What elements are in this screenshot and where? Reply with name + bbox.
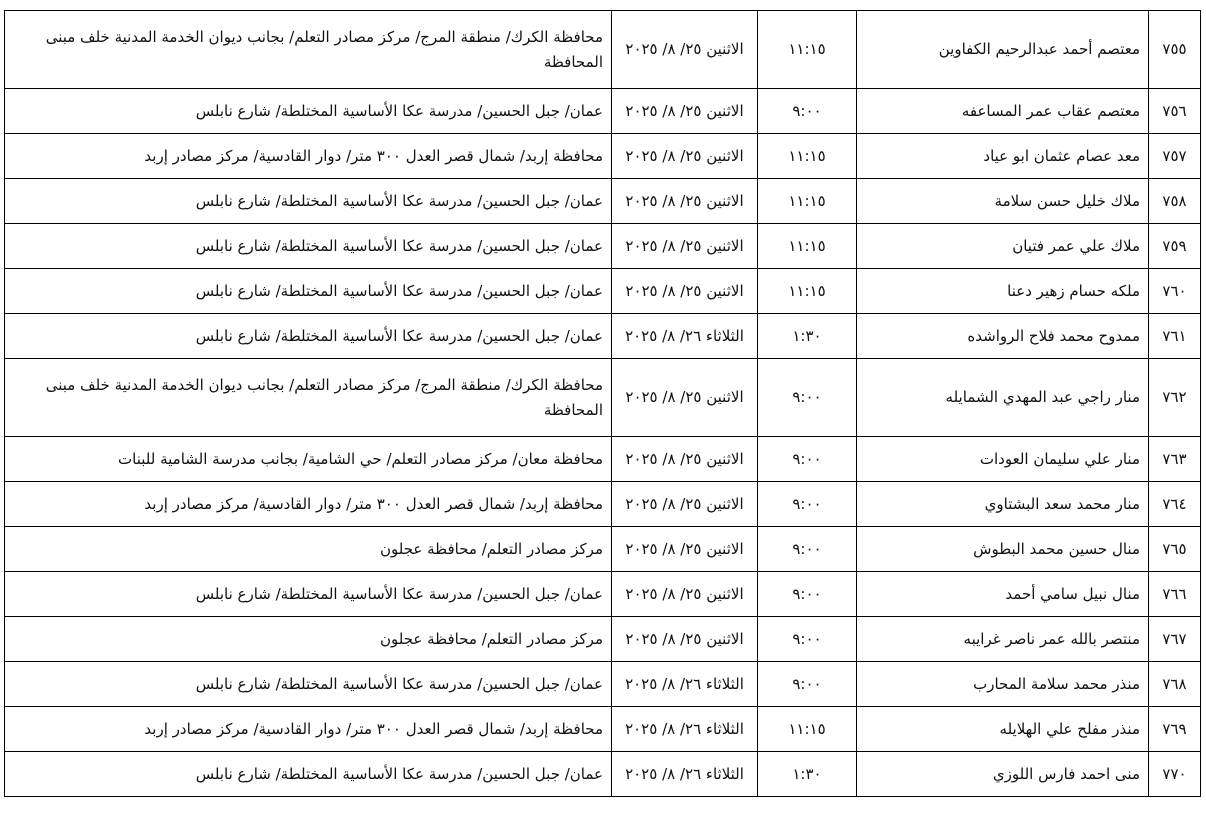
student-name: ملاك علي عمر فتيان — [857, 224, 1149, 269]
exam-date: الاثنين ٢٥/ ٨/ ٢٠٢٥ — [612, 269, 758, 314]
exam-location: محافظة الكرك/ منطقة المرج/ مركز مصادر التعلم/ بجانب ديوان الخدمة المدنية خلف مبنى المحافظة — [5, 11, 612, 89]
row-number: ٧٦٥ — [1149, 527, 1201, 572]
row-number: ٧٦٨ — [1149, 662, 1201, 707]
exam-time: ٩:٠٠ — [758, 662, 857, 707]
exam-location: عمان/ جبل الحسين/ مدرسة عكا الأساسية المختلطة/ شارع نابلس — [5, 662, 612, 707]
table-body — [5, 11, 1201, 797]
exam-time: ١:٣٠ — [758, 314, 857, 359]
student-name: معتصم أحمد عبدالرحيم الكفاوين — [857, 11, 1149, 89]
exam-location: محافظة معان/ مركز مصادر التعلم/ حي الشامية/ بجانب مدرسة الشامية للبنات — [5, 437, 612, 482]
exam-time: ٩:٠٠ — [758, 527, 857, 572]
exam-date: الاثنين ٢٥/ ٨/ ٢٠٢٥ — [612, 134, 758, 179]
table-row — [5, 359, 1201, 437]
student-name: منار محمد سعد البشتاوي — [857, 482, 1149, 527]
row-number: ٧٥٩ — [1149, 224, 1201, 269]
exam-location: عمان/ جبل الحسين/ مدرسة عكا الأساسية المختلطة/ شارع نابلس — [5, 572, 612, 617]
student-name: منار راجي عبد المهدي الشمايله — [857, 359, 1149, 437]
row-number: ٧٦٤ — [1149, 482, 1201, 527]
student-name: منال حسين محمد البطوش — [857, 527, 1149, 572]
exam-location: محافظة إربد/ شمال قصر العدل ٣٠٠ متر/ دوار القادسية/ مركز مصادر إربد — [5, 134, 612, 179]
student-name: منتصر بالله عمر ناصر غرايبه — [857, 617, 1149, 662]
student-name: منار علي سليمان العودات — [857, 437, 1149, 482]
exam-date: الاثنين ٢٥/ ٨/ ٢٠٢٥ — [612, 179, 758, 224]
exam-time: ٩:٠٠ — [758, 617, 857, 662]
exam-location: عمان/ جبل الحسين/ مدرسة عكا الأساسية المختلطة/ شارع نابلس — [5, 179, 612, 224]
exam-time: ٩:٠٠ — [758, 482, 857, 527]
exam-date: الثلاثاء ٢٦/ ٨/ ٢٠٢٥ — [612, 707, 758, 752]
row-number: ٧٦٧ — [1149, 617, 1201, 662]
table-row — [5, 572, 1201, 617]
exam-time: ١١:١٥ — [758, 224, 857, 269]
exam-location: محافظة الكرك/ منطقة المرج/ مركز مصادر التعلم/ بجانب ديوان الخدمة المدنية خلف مبنى المحافظة — [5, 359, 612, 437]
exam-date: الاثنين ٢٥/ ٨/ ٢٠٢٥ — [612, 482, 758, 527]
exam-location: محافظة إربد/ شمال قصر العدل ٣٠٠ متر/ دوار القادسية/ مركز مصادر إربد — [5, 482, 612, 527]
exam-date: الاثنين ٢٥/ ٨/ ٢٠٢٥ — [612, 437, 758, 482]
student-name: ملاك خليل حسن سلامة — [857, 179, 1149, 224]
exam-time: ١:٣٠ — [758, 752, 857, 797]
exam-time: ١١:١٥ — [758, 179, 857, 224]
row-number: ٧٦١ — [1149, 314, 1201, 359]
exam-date: الاثنين ٢٥/ ٨/ ٢٠٢٥ — [612, 359, 758, 437]
row-number: ٧٦٢ — [1149, 359, 1201, 437]
exam-location: عمان/ جبل الحسين/ مدرسة عكا الأساسية المختلطة/ شارع نابلس — [5, 224, 612, 269]
row-number: ٧٦٦ — [1149, 572, 1201, 617]
exam-time: ٩:٠٠ — [758, 572, 857, 617]
row-number: ٧٦٩ — [1149, 707, 1201, 752]
row-number: ٧٧٠ — [1149, 752, 1201, 797]
exam-date: الثلاثاء ٢٦/ ٨/ ٢٠٢٥ — [612, 662, 758, 707]
exam-time: ٩:٠٠ — [758, 89, 857, 134]
table-row — [5, 482, 1201, 527]
exam-location: مركز مصادر التعلم/ محافظة عجلون — [5, 527, 612, 572]
exam-date: الثلاثاء ٢٦/ ٨/ ٢٠٢٥ — [612, 314, 758, 359]
table-row — [5, 752, 1201, 797]
table-row — [5, 662, 1201, 707]
table-row — [5, 314, 1201, 359]
table-row — [5, 134, 1201, 179]
student-name: منى احمد فارس اللوزي — [857, 752, 1149, 797]
exam-location: مركز مصادر التعلم/ محافظة عجلون — [5, 617, 612, 662]
row-number: ٧٥٦ — [1149, 89, 1201, 134]
exam-time: ٩:٠٠ — [758, 359, 857, 437]
table-row — [5, 437, 1201, 482]
student-name: ملكه حسام زهير دعنا — [857, 269, 1149, 314]
row-number: ٧٦٣ — [1149, 437, 1201, 482]
table-row — [5, 89, 1201, 134]
exam-time: ١١:١٥ — [758, 11, 857, 89]
table-row — [5, 179, 1201, 224]
student-name: منذر محمد سلامة المحارب — [857, 662, 1149, 707]
exam-time: ١١:١٥ — [758, 269, 857, 314]
exam-date: الاثنين ٢٥/ ٨/ ٢٠٢٥ — [612, 11, 758, 89]
student-name: منال نبيل سامي أحمد — [857, 572, 1149, 617]
student-name: معد عصام عثمان ابو عياد — [857, 134, 1149, 179]
student-name: منذر مفلح علي الهلايله — [857, 707, 1149, 752]
exam-date: الاثنين ٢٥/ ٨/ ٢٠٢٥ — [612, 572, 758, 617]
table-row — [5, 527, 1201, 572]
row-number: ٧٥٨ — [1149, 179, 1201, 224]
exam-date: الاثنين ٢٥/ ٨/ ٢٠٢٥ — [612, 89, 758, 134]
table-row — [5, 11, 1201, 89]
exam-location: عمان/ جبل الحسين/ مدرسة عكا الأساسية المختلطة/ شارع نابلس — [5, 269, 612, 314]
exam-date: الاثنين ٢٥/ ٨/ ٢٠٢٥ — [612, 224, 758, 269]
student-name: معتصم عقاب عمر المساعفه — [857, 89, 1149, 134]
row-number: ٧٥٧ — [1149, 134, 1201, 179]
exam-schedule-table — [4, 10, 1201, 797]
row-number: ٧٥٥ — [1149, 11, 1201, 89]
table-row — [5, 707, 1201, 752]
exam-date: الاثنين ٢٥/ ٨/ ٢٠٢٥ — [612, 527, 758, 572]
exam-date: الثلاثاء ٢٦/ ٨/ ٢٠٢٥ — [612, 752, 758, 797]
row-number: ٧٦٠ — [1149, 269, 1201, 314]
student-name: ممدوح محمد فلاح الرواشده — [857, 314, 1149, 359]
exam-location: عمان/ جبل الحسين/ مدرسة عكا الأساسية المختلطة/ شارع نابلس — [5, 314, 612, 359]
exam-location: عمان/ جبل الحسين/ مدرسة عكا الأساسية المختلطة/ شارع نابلس — [5, 89, 612, 134]
exam-date: الاثنين ٢٥/ ٨/ ٢٠٢٥ — [612, 617, 758, 662]
exam-location: محافظة إربد/ شمال قصر العدل ٣٠٠ متر/ دوار القادسية/ مركز مصادر إربد — [5, 707, 612, 752]
exam-time: ١١:١٥ — [758, 707, 857, 752]
table-row — [5, 224, 1201, 269]
exam-location: عمان/ جبل الحسين/ مدرسة عكا الأساسية المختلطة/ شارع نابلس — [5, 752, 612, 797]
exam-time: ٩:٠٠ — [758, 437, 857, 482]
table-row — [5, 269, 1201, 314]
exam-time: ١١:١٥ — [758, 134, 857, 179]
table-row — [5, 617, 1201, 662]
